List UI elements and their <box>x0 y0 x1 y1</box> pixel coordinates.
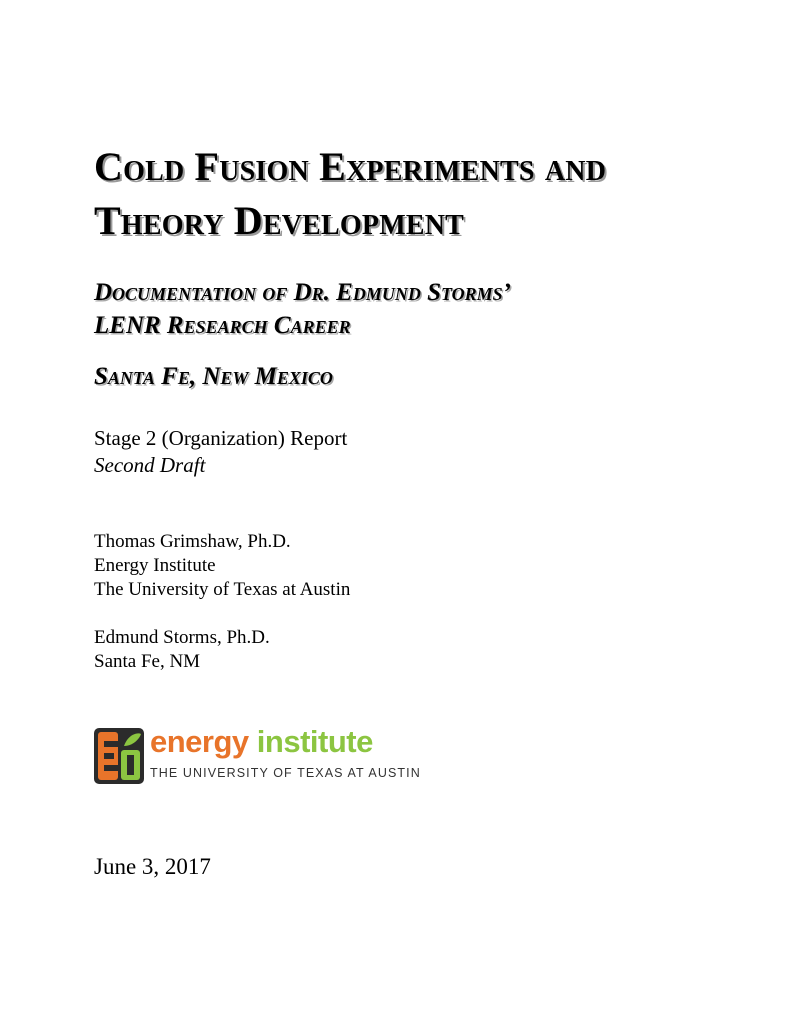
title-line-2: Theory Development <box>94 198 464 243</box>
author-affiliation: Energy Institute <box>94 555 216 576</box>
document-title <box>94 140 606 248</box>
document-date: June 3, 2017 <box>94 854 211 879</box>
author-name: Thomas Grimshaw, Ph.D. <box>94 531 291 552</box>
author-affiliation: The University of Texas at Austin <box>94 579 351 600</box>
author-list <box>94 530 350 698</box>
author-name: Edmund Storms, Ph.D. <box>94 627 270 648</box>
document-subtitle <box>94 276 511 342</box>
title-line-1: Cold Fusion Experiments and <box>94 144 607 189</box>
logo-wordmark <box>150 722 373 762</box>
subtitle-line-2: LENR Research Career <box>94 312 351 339</box>
logo-tagline: THE UNIVERSITY OF TEXAS AT AUSTIN <box>150 766 421 780</box>
report-draft: Second Draft <box>94 453 206 477</box>
energy-institute-logo <box>94 724 421 784</box>
logo-word-institute: institute <box>256 724 373 759</box>
report-stage: Stage 2 (Organization) Report <box>94 426 348 450</box>
author-affiliation: Santa Fe, NM <box>94 651 201 672</box>
location-heading: Santa Fe, New Mexico <box>94 363 333 390</box>
author-block <box>94 626 350 674</box>
logo-word-energy: energy <box>150 724 249 759</box>
author-block <box>94 530 350 602</box>
energy-institute-logo-mark-icon <box>94 728 144 784</box>
subtitle-line-1: Documentation of Dr. Edmund Storms’ <box>94 279 511 306</box>
report-info <box>94 425 347 479</box>
